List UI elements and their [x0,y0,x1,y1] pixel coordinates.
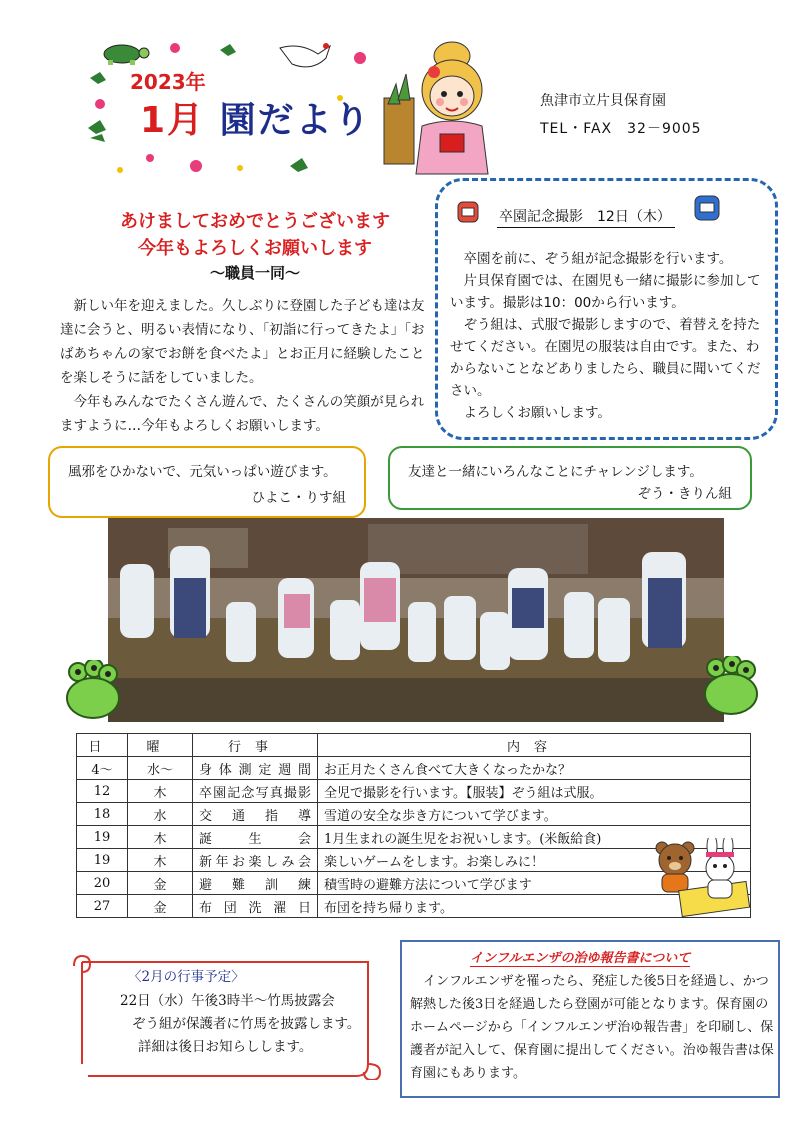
graduation-line: 片貝保育園では、在園児も一緒に撮影に参加しています。撮影は10：00から行います。 [450,273,761,311]
cell-day: 20 [77,872,128,895]
table-header-row [77,734,751,757]
cell-dow: 木 [128,780,193,803]
col-content: 内容 [318,734,751,757]
table-row [77,826,751,849]
col-dow: 曜 [128,734,193,757]
greeting-line-2: 今年もよろしくお願いします [138,238,372,259]
graduation-title: 卒園記念撮影 12日（木） [497,206,675,228]
blue-backpack-icon [692,190,722,222]
cell-day: 27 [77,895,128,918]
bubble-class: ぞう・きりん組 [637,486,732,502]
cell-dow: 木 [128,849,193,872]
cell-content: 布団を持ち帰ります。 [318,895,751,918]
cell-content: 1月生まれの誕生児をお祝いします。(米飯給食) [318,826,751,849]
cell-day: 4～ [77,757,128,780]
bear-icon [656,842,694,892]
graduation-text [450,248,770,424]
staff-signature: ～職員一同～ [209,264,300,282]
newsletter-heading: 園だより [219,100,372,141]
greeting-line-1: あけましておめでとうございます [120,211,390,232]
influenza-text [410,970,774,1085]
table-row [77,780,751,803]
red-backpack-icon [455,196,481,224]
cell-content: 積雪時の避難方法について学びます [318,872,751,895]
table-row [77,849,751,872]
cell-event: 卒園記念写真撮影 [193,780,318,803]
graduation-line: よろしくお願いします。 [463,405,611,421]
school-tel: TEL・FAX 32－9005 [540,121,702,137]
cell-event: 避難訓練 [193,872,318,895]
new-year-girl-illustration [382,38,497,176]
cell-event: 誕生会 [193,826,318,849]
cell-event: 新年お楽しみ会 [193,849,318,872]
speech-bubble-younger [48,446,366,518]
influenza-title: インフルエンザの治ゆ報告書について [470,947,690,967]
table-row [77,803,751,826]
children-group-photo [108,518,724,722]
february-line: 詳細は後日お知らしします。 [138,1039,313,1055]
cell-event: 交通指導 [193,803,318,826]
cell-event: 布団洗濯日 [193,895,318,918]
col-day: 日 [77,734,128,757]
february-title: 〈2月の行事予定〉 [128,969,245,985]
table-row [77,872,751,895]
cell-content: 楽しいゲームをします。お楽しみに！ [318,849,751,872]
kadomatsu-icon [384,74,414,164]
february-text [120,990,360,1059]
graduation-line: 卒園を前に、ぞう組が記念撮影を行います。 [463,251,733,267]
february-line: ぞう組が保護者に竹馬を披露します。 [132,1016,361,1032]
newsletter-year: 2023年 [130,70,206,94]
influenza-paragraph: インフルエンザを罹ったら、発症した後5日を経過し、かつ解熱した後3日を経過したら登園が可能となります。保育園のホームページから「インフルエンザ治ゆ報告書」を印刷し、保護者が記入して、保育園に提出してください。治ゆ報告書は保育園にもあります。 [410,974,774,1081]
speech-bubble-older [388,446,752,510]
intro-paragraph: 今年もみんなでたくさん遊んで、たくさんの笑顔が見られますように…今年もよろしくお願いします。 [60,394,425,434]
cell-content: 全児で撮影を行います。【服装】ぞう組は式服。 [318,780,751,803]
newsletter-title [140,92,372,143]
school-name: 魚津市立片貝保育園 [540,93,666,109]
cell-dow: 木 [128,826,193,849]
cell-content: お正月たくさん食べて大きくなったかな？ [318,757,751,780]
cell-dow: 水 [128,803,193,826]
cell-dow: 水～ [128,757,193,780]
graduation-line: ぞう組は、式服で撮影しますので、着替えを持たせてください。在園児の服装は自由です。また、わからないことなどありましたら、職員に聞いてください。 [450,317,761,399]
intro-paragraph: 新しい年を迎えました。久しぶりに登園した子ども達は友達に会うと、明るい表情になり、「初詣に行ってきたよ」「おばあちゃんの家でお餅を食べたよ」とお正月に経験したことを楽しそうに話をしていました。 [60,298,425,386]
col-event: 行事 [193,734,318,757]
bubble-class: ひよこ・りす組 [251,490,346,506]
crane-icon [280,43,330,67]
newsletter-month: 1月 [140,100,206,141]
turtle-icon [104,45,149,65]
table-row [77,895,751,918]
table-row [77,757,751,780]
cell-day: 12 [77,780,128,803]
cell-day: 18 [77,803,128,826]
frog-icon [62,660,124,722]
cell-dow: 金 [128,895,193,918]
schedule-table [76,733,751,918]
bubble-text: 友達と一緒にいろんなことにチャレンジします。 [408,464,703,480]
cell-day: 19 [77,849,128,872]
cell-event: 身体測定週間 [193,757,318,780]
cell-dow: 金 [128,872,193,895]
bear-and-rabbit-illustration [654,838,754,918]
bubble-text: 風邪をひかないで、元気いっぱい遊びます。 [68,464,337,480]
frog-icon [700,656,762,718]
february-line: 22日（水）午後3時半～竹馬披露会 [120,993,335,1009]
cell-content: 雪道の安全な歩き方について学びます。 [318,803,751,826]
cell-day: 19 [77,826,128,849]
intro-text [60,294,430,438]
